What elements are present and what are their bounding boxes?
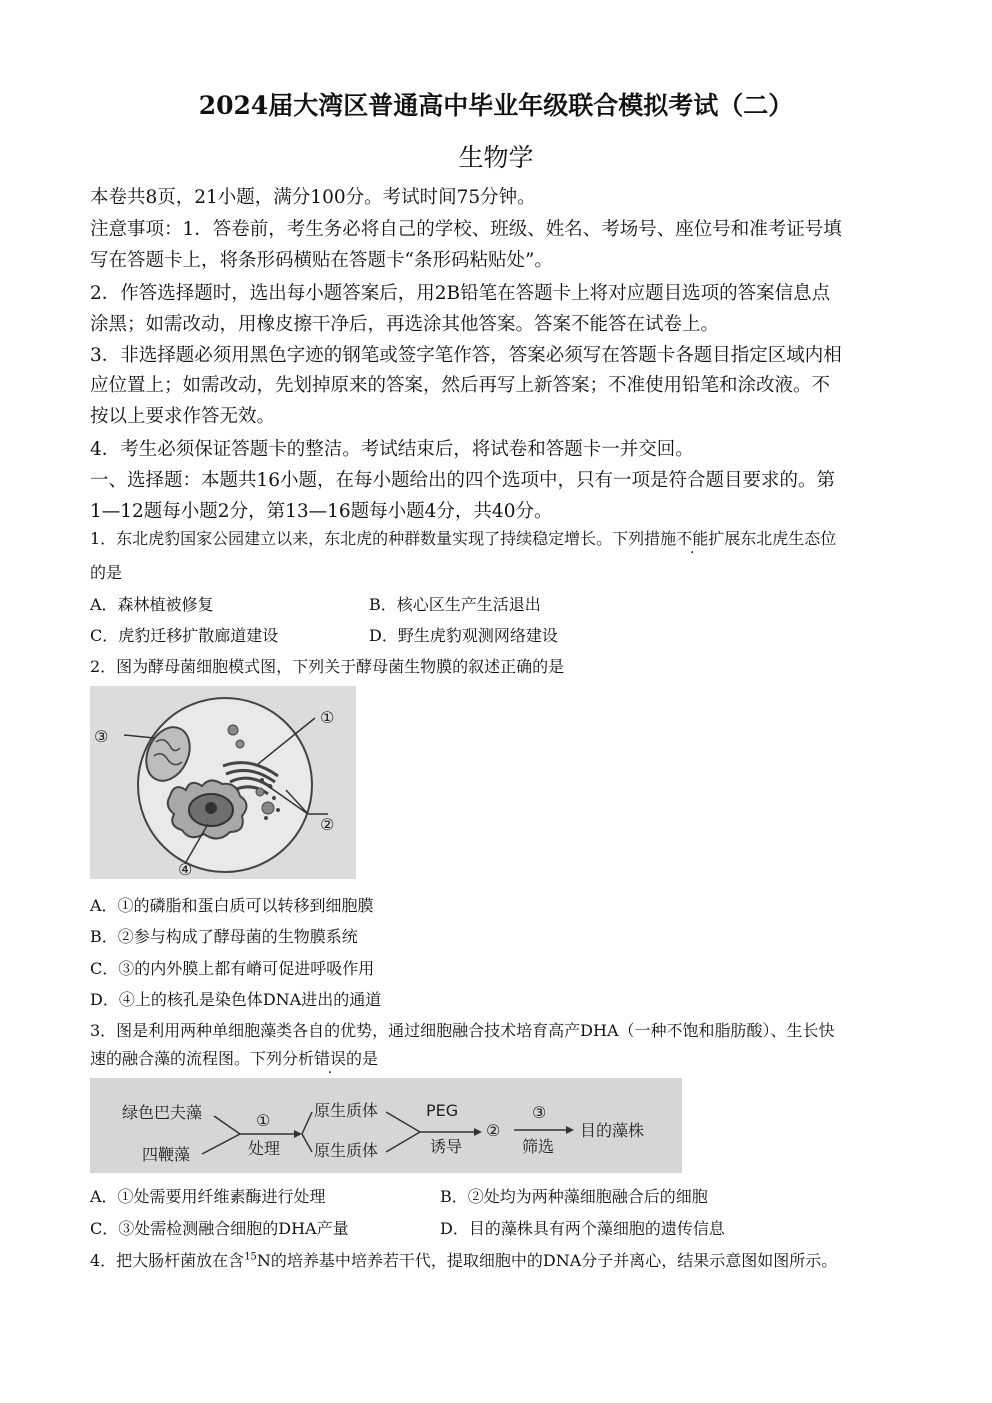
notice-2-line-2: 涂黑；如需改动，用橡皮擦干净后，再选涂其他答案。答案不能答在试卷上。	[90, 314, 720, 335]
question-2-option-c: C．③的内外膜上都有嵴可促进呼吸作用	[90, 959, 375, 978]
secretion-dot	[272, 796, 276, 800]
section-1-line-2: 1—12题每小题2分，第13—16题每小题4分，共40分。	[90, 501, 553, 522]
question-3-option-b: B．②处均为两种藻细胞融合后的细胞	[440, 1187, 708, 1206]
flow-protoplast-2: 原生质体	[314, 1141, 379, 1160]
exam-title: 2024届大湾区普通高中毕业年级联合模拟考试（二）	[198, 91, 794, 120]
question-2-option-a: A．①的磷脂和蛋白质可以转移到细胞膜	[90, 896, 374, 915]
question-3-stem-line-2	[90, 1046, 378, 1069]
figure-label-3: ③	[94, 727, 109, 746]
algae-fusion-flowchart	[90, 1078, 682, 1173]
notice-1-line-2: 写在答题卡上，将条形码横贴在答题卡“条形码粘贴处”。	[90, 250, 553, 271]
figure-label-4: ④	[178, 860, 193, 879]
flow-screen: 筛选	[522, 1137, 555, 1156]
question-3-emphasis: 错误	[314, 1049, 347, 1068]
flow-step-3: ③	[532, 1103, 547, 1122]
secretion-dot	[264, 816, 268, 820]
vesicle	[256, 788, 264, 796]
secretion-dot	[260, 778, 264, 782]
notice-1-line-1: 注意事项：1．答卷前，考生务必将自己的学校、班级、姓名、考场号、座位号和准考证号填	[90, 219, 842, 240]
flow-alga-2: 四鞭藻	[142, 1145, 191, 1164]
question-3-stem-line-1: 3．图是利用两种单细胞藻类各自的优势，通过细胞融合技术培育高产DHA（一种不饱和脂肪酸）、生长快	[90, 1021, 835, 1040]
question-3-stem-a: 速的融合藻的流程图。下列分析	[90, 1049, 315, 1068]
question-4-superscript: 15	[244, 1251, 257, 1263]
question-3-stem-b: 的是	[346, 1049, 379, 1068]
flow-step-1-label: 处理	[248, 1139, 281, 1158]
notice-2-line-1: 2．作答选择题时，选出每小题答案后，用2B铅笔在答题卡上将对应题目选项的答案信息点	[90, 283, 831, 304]
question-2-stem: 2．图为酵母菌细胞模式图，下列关于酵母菌生物膜的叙述正确的是	[90, 657, 565, 676]
question-1-stem-line-2: 的是	[90, 563, 123, 582]
flow-step-2: ②	[486, 1121, 501, 1140]
flow-alga-1: 绿色巴夫藻	[122, 1103, 203, 1122]
question-1-option-c: C．虎豹迁移扩散廊道建设	[90, 626, 279, 645]
yeast-cell-figure	[90, 686, 356, 879]
instructions-intro: 本卷共8页，21小题，满分100分。考试时间75分钟。	[90, 187, 536, 208]
exam-subject: 生物学	[458, 143, 534, 172]
question-4-stem-a: 4．把大肠杆菌放在含	[90, 1251, 245, 1270]
question-1-stem-b: 扩展东北虎生态位	[708, 529, 837, 548]
flow-step-1: ①	[256, 1111, 271, 1130]
question-1-option-a: A．森林植被修复	[90, 595, 214, 614]
flow-induce: 诱导	[430, 1137, 463, 1156]
vesicle	[262, 802, 274, 814]
section-1-line-1: 一、选择题：本题共16小题，在每小题给出的四个选项中，只有一项是符合题目要求的。第	[90, 470, 836, 491]
question-1-stem-a: 1．东北虎豹国家公园建立以来，东北虎的种群数量实现了持续稳定增长。下列措施	[90, 529, 677, 548]
figure-label-2: ②	[320, 815, 335, 834]
question-1-option-b: B．核心区生产生活退出	[369, 595, 541, 614]
question-3-option-c: C．③处需检测融合细胞的DHA产量	[90, 1219, 349, 1238]
flow-peg: PEG	[426, 1101, 459, 1120]
question-4-stem-b: N的培养基中培养若干代，提取细胞中的DNA分子并离心，结果示意图如图所示。	[256, 1251, 838, 1270]
question-2-option-b: B．②参与构成了酵母菌的生物膜系统	[90, 927, 358, 946]
question-2-option-d: D．④上的核孔是染色体DNA进出的通道	[90, 990, 382, 1009]
notice-3-line-1: 3．非选择题必须用黑色字迹的钢笔或签字笔作答，答案必须写在答题卡各题目指定区域内相	[90, 345, 842, 366]
notice-3-line-2: 应位置上；如需改动，先划掉原来的答案，然后再写上新答案；不准使用铅笔和涂改液。不	[90, 375, 831, 396]
vesicle	[236, 740, 244, 748]
question-1-emphasis: 不能	[676, 529, 709, 548]
flow-protoplast-1: 原生质体	[314, 1101, 379, 1120]
flow-target: 目的藻株	[580, 1121, 645, 1140]
nucleolus	[205, 802, 217, 814]
question-3-option-d: D．目的藻株具有两个藻细胞的遗传信息	[440, 1219, 725, 1238]
notice-4: 4．考生必须保证答题卡的整洁。考试结束后，将试卷和答题卡一并交回。	[90, 439, 694, 460]
question-3-option-a: A．①处需要用纤维素酶进行处理	[90, 1187, 326, 1206]
question-1-stem	[90, 526, 836, 549]
question-4-stem	[90, 1248, 837, 1271]
vesicle	[228, 725, 238, 735]
secretion-dot	[276, 808, 280, 812]
notice-3-line-3: 按以上要求作答无效。	[90, 406, 276, 427]
figure-label-1: ①	[320, 708, 335, 727]
question-1-option-d: D．野生虎豹观测网络建设	[369, 626, 558, 645]
